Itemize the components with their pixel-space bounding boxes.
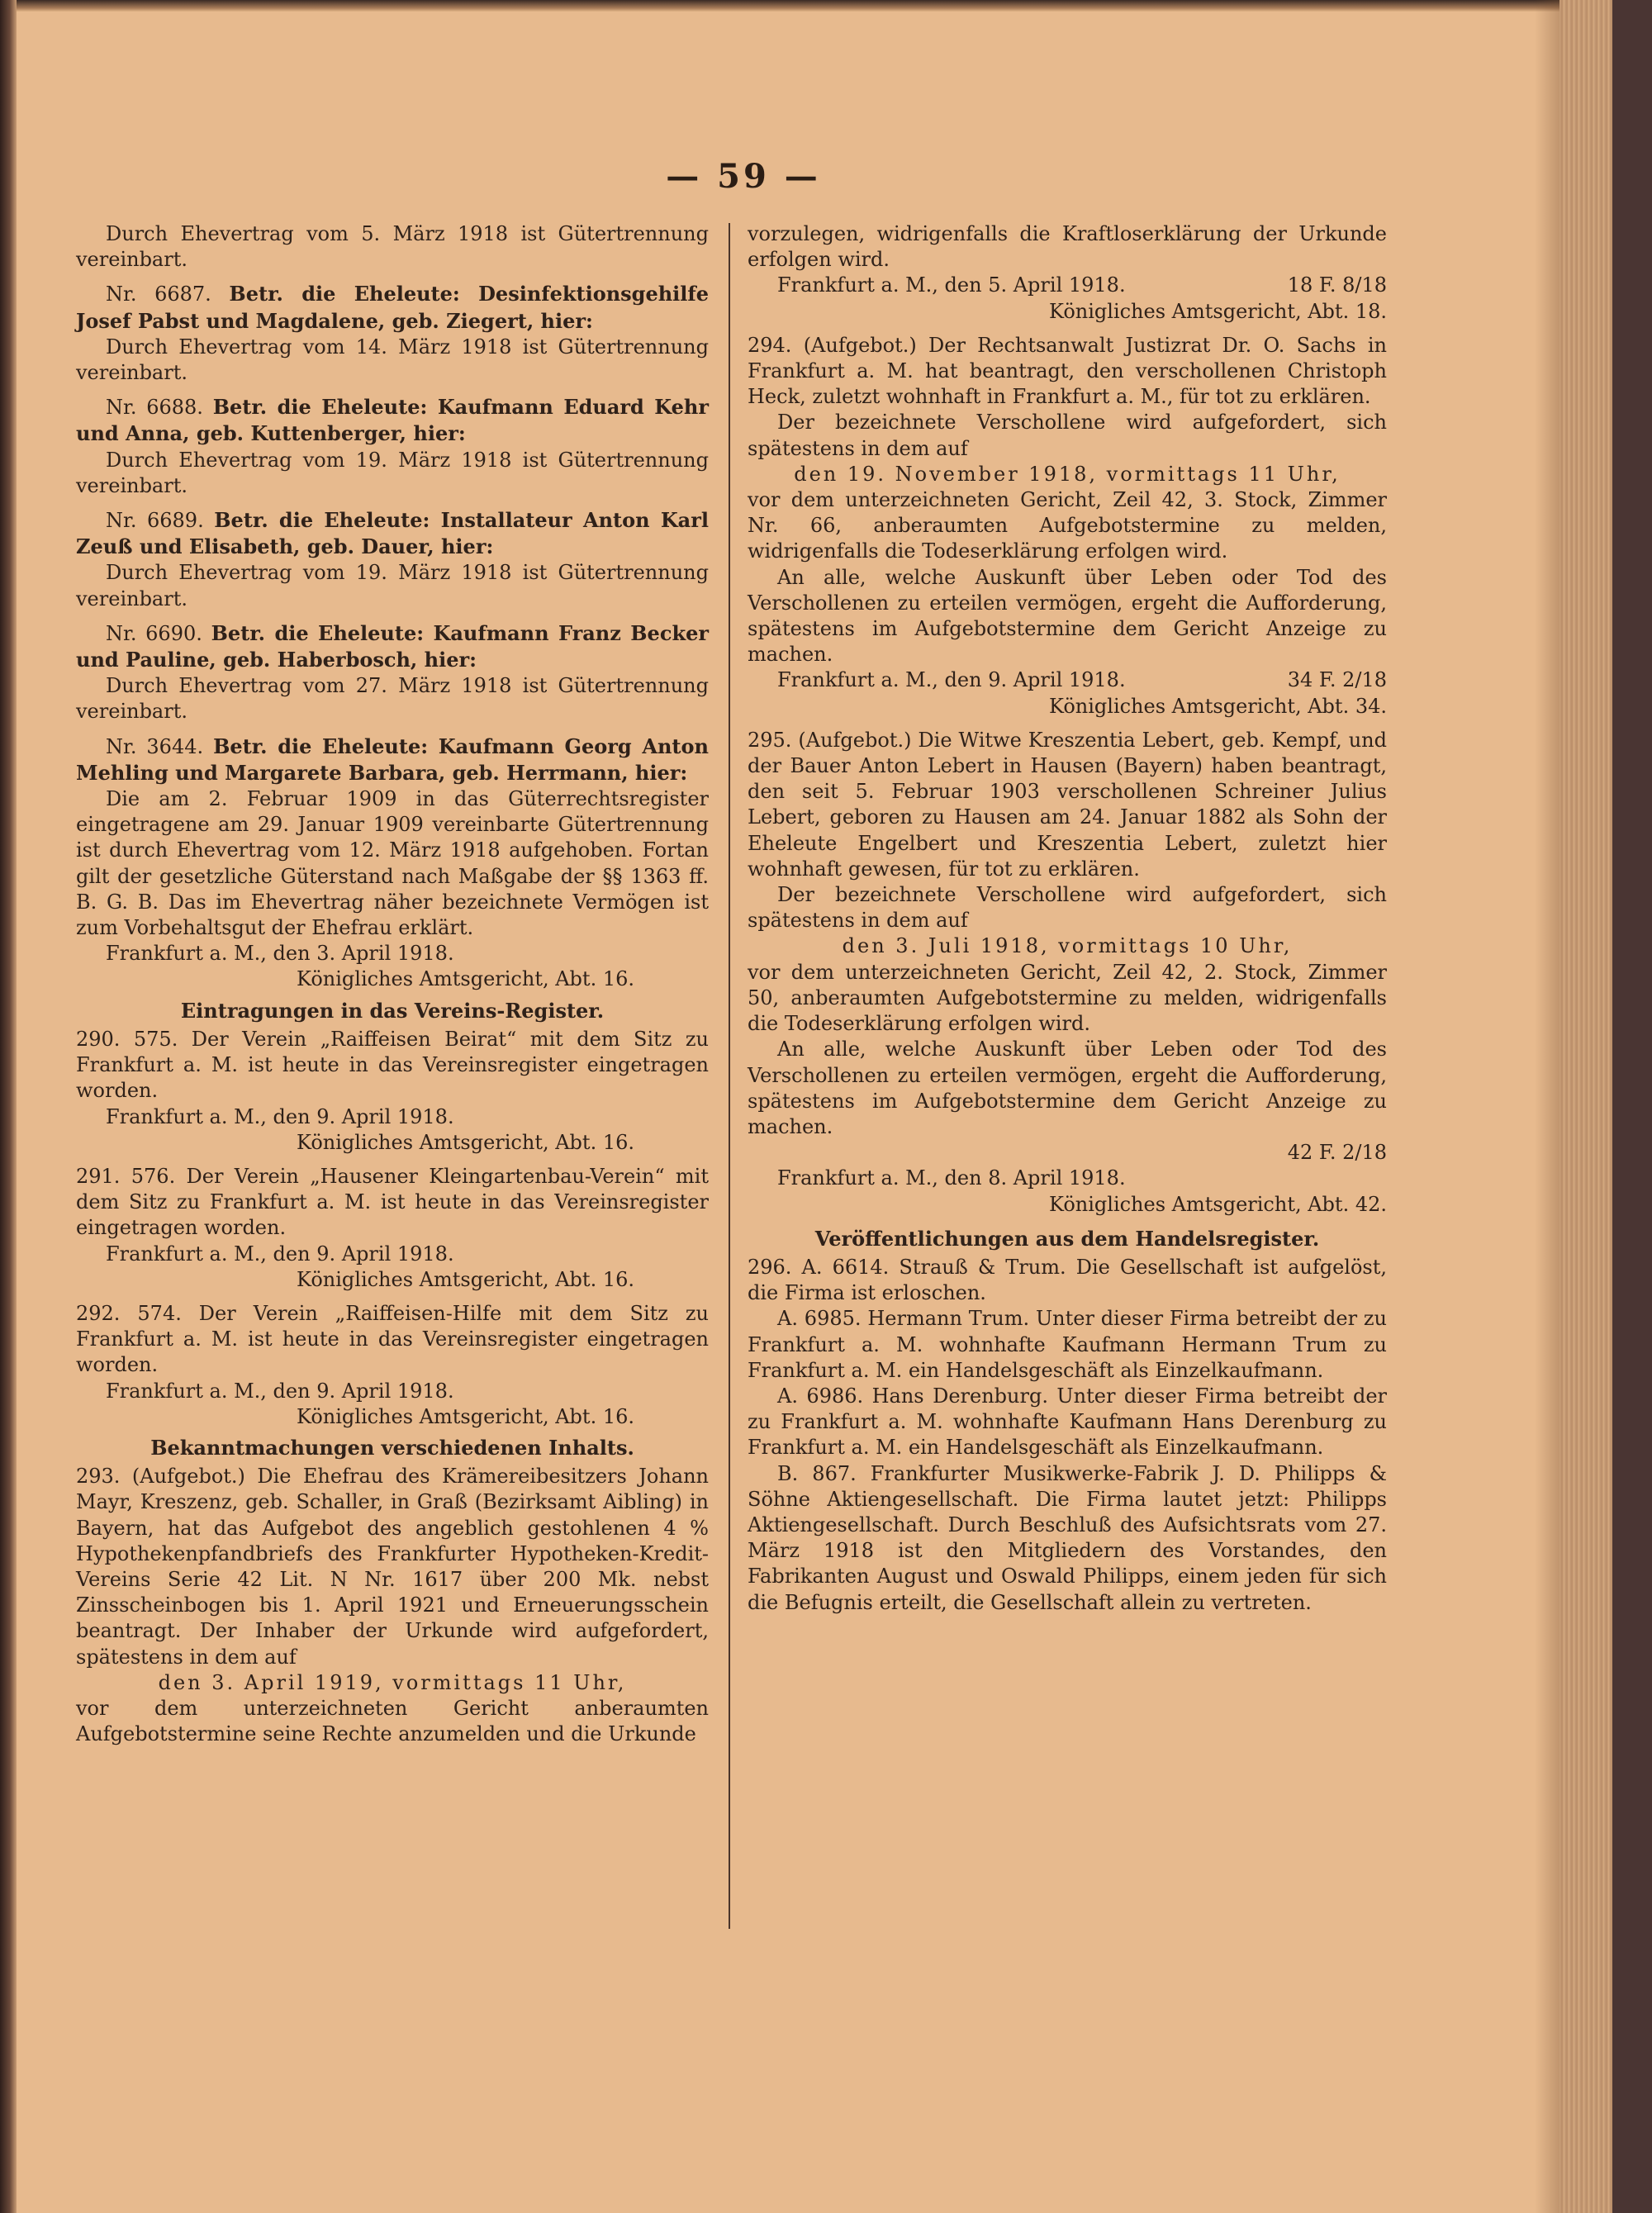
court-signature: Königliches Amtsgericht, Abt. 42. bbox=[1049, 1192, 1387, 1216]
court-signature: Königliches Amtsgericht, Abt. 16. bbox=[297, 1404, 634, 1428]
place-date: Frankfurt a. M., den 3. April 1918. bbox=[106, 942, 454, 966]
paragraph: vor dem unterzeichneten Gericht, Zeil 42, 3. Stock, Zimmer Nr. 66, anberaumten Aufgebotstermine zu melden, widrigenfalls die Todeserklärung erfolgen wird. bbox=[748, 488, 1387, 563]
paragraph: An alle, welche Auskunft über Leben oder Tod des Verschollenen zu erteilen vermögen, ergeht die Aufforderung, spätestens im Aufgebotstermine dem Gericht Anzeige zu machen. bbox=[748, 565, 1387, 667]
place-date: Frankfurt a. M., den 9. April 1918. bbox=[106, 1242, 454, 1266]
register-entry: Nr. 6688. Betr. die Eheleute: Kaufmann Eduard Kehr und Anna, geb. Kuttenberger, hier: bbox=[76, 395, 709, 446]
notice-entry: 295. (Aufgebot.) Die Witwe Kreszentia Lebert, geb. Kempf, und der Bauer Anton Lebert in Hausen (Bayern) haben beantragt, den seit 5. Februar 1903 verschollenen Schreiner Julius Lebert, geboren zu Hausen am 24. Januar 1882 als Sohn der Eheleute Engelbert und Kreszentia Lebert, zuletzt hier wohnhaft gewesen, für tot zu erklären. bbox=[748, 728, 1387, 881]
court-signature: Königliches Amtsgericht, Abt. 34. bbox=[1049, 694, 1387, 718]
hearing-date: den 3. Juli 1918, vormittags 10 Uhr, bbox=[842, 934, 1293, 958]
paragraph: Der bezeichnete Verschollene wird aufgefordert, sich spätestens in dem auf bbox=[748, 411, 1387, 460]
left-column bbox=[76, 221, 709, 1747]
paragraph: vor dem unterzeichneten Gericht anberaumten Aufgebotstermine seine Rechte anzumelden und die Urkunde bbox=[76, 1696, 709, 1746]
hearing-date: den 19. November 1918, vormittags 11 Uhr, bbox=[794, 462, 1341, 486]
paragraph: Durch Ehevertrag vom 5. März 1918 ist Gütertrennung vereinbart. bbox=[76, 222, 709, 272]
register-entry: A. 6985. Hermann Trum. Unter dieser Firma betreibt der zu Frankfurt a. M. wohnhafte Kaufmann Hermann Trum zu Frankfurt a. M. ein Handelsgeschäft als Einzelkaufmann. bbox=[748, 1307, 1387, 1382]
paragraph: Der bezeichnete Verschollene wird aufgefordert, sich spätestens in dem auf bbox=[748, 883, 1387, 933]
register-entry: Nr. 3644. Betr. die Eheleute: Kaufmann Georg Anton Mehling und Margarete Barbara, geb. Herrmann, hier: bbox=[76, 734, 709, 785]
book-spine bbox=[0, 0, 17, 2213]
register-entry: 292. 574. Der Verein „Raiffeisen-Hilfe mit dem Sitz zu Frankfurt a. M. ist heute in das Vereinsregister eingetragen worden. bbox=[76, 1301, 709, 1377]
paragraph: Durch Ehevertrag vom 19. März 1918 ist Gütertrennung vereinbart. bbox=[76, 448, 709, 497]
book-cover-edge bbox=[1612, 0, 1652, 2213]
paragraph: An alle, welche Auskunft über Leben oder Tod des Verschollenen zu erteilen vermögen, ergeht die Aufforderung, spätestens im Aufgebotstermine dem Gericht Anzeige zu machen. bbox=[748, 1038, 1387, 1138]
paragraph: vorzulegen, widrigenfalls die Kraftloserklärung der Urkunde erfolgen wird. bbox=[748, 222, 1387, 272]
page-edge-shadow bbox=[1535, 0, 1559, 2213]
register-entry: A. 6986. Hans Derenburg. Unter dieser Firma betreibt der zu Frankfurt a. M. wohnhafte Kaufmann Hans Derenburg zu Frankfurt a. M. ein Handelsgeschäft als Einzelkaufmann. bbox=[748, 1384, 1387, 1460]
page-number: — 59 — bbox=[666, 157, 821, 196]
place-date: Frankfurt a. M., den 9. April 1918. 34 F. 2/18 bbox=[777, 668, 1387, 692]
register-entry: 290. 575. Der Verein „Raiffeisen Beirat“ mit dem Sitz zu Frankfurt a. M. ist heute in das Vereinsregister eingetragen worden. bbox=[76, 1027, 709, 1103]
court-signature: Königliches Amtsgericht, Abt. 16. bbox=[297, 1267, 634, 1291]
notice-entry: 293. (Aufgebot.) Die Ehefrau des Krämereibesitzers Johann Mayr, Kreszenz, geb. Schaller, in Graß (Bezirksamt Aibling) in Bayern, hat das Aufgebot des angeblich gestohlenen 4 % Hypothekenpfandbriefs des Frankfurter Hypotheken-Kredit-Vereins Serie 42 Lit. N Nr. 1617 über 200 Mk. nebst Zinsscheinbogen bis 1. April 1921 und Erneuerungsschein beantragt. Der Inhaber der Urkunde wird aufgefordert, spätestens in dem auf bbox=[76, 1465, 709, 1669]
paragraph: Durch Ehevertrag vom 27. März 1918 ist Gütertrennung vereinbart. bbox=[76, 674, 709, 724]
section-heading: Veröffentlichungen aus dem Handelsregister. bbox=[814, 1226, 1320, 1251]
notice-entry: 294. (Aufgebot.) Der Rechtsanwalt Justizrat Dr. O. Sachs in Frankfurt a. M. hat beantragt, den verschollenen Christoph Heck, zuletzt wohnhaft in Frankfurt a. M., für tot zu erklären. bbox=[748, 333, 1387, 409]
paragraph: Durch Ehevertrag vom 14. März 1918 ist Gütertrennung vereinbart. bbox=[76, 335, 709, 385]
register-entry: Nr. 6687. Betr. die Eheleute: Desinfektionsgehilfe Josef Pabst und Magdalene, geb. Ziegert, hier: bbox=[76, 282, 709, 333]
place-date: Frankfurt a. M., den 5. April 1918. 18 F. 8/18 bbox=[777, 273, 1387, 297]
paragraph: vor dem unterzeichneten Gericht, Zeil 42, 2. Stock, Zimmer 50, anberaumten Aufgebotstermine zu melden, widrigenfalls die Todeserklärung erfolgen wird. bbox=[748, 960, 1387, 1036]
paragraph: Durch Ehevertrag vom 19. März 1918 ist Gütertrennung vereinbart. bbox=[76, 561, 709, 610]
hearing-date: den 3. April 1919, vormittags 11 Uhr, bbox=[158, 1670, 627, 1694]
register-entry: 296. A. 6614. Strauß & Trum. Die Gesellschaft ist aufgelöst, die Firma ist erloschen. bbox=[748, 1255, 1387, 1305]
right-column bbox=[748, 221, 1387, 1616]
place-date: Frankfurt a. M., den 8. April 1918. bbox=[777, 1166, 1126, 1190]
court-signature: Königliches Amtsgericht, Abt. 18. bbox=[1049, 299, 1387, 323]
top-page-edge bbox=[0, 0, 1652, 12]
place-date: Frankfurt a. M., den 9. April 1918. bbox=[106, 1379, 454, 1403]
register-entry: 291. 576. Der Verein „Hausener Kleingartenbau-Verein“ mit dem Sitz zu Frankfurt a. M. ist heute in das Vereinsregister eingetragen worden. bbox=[76, 1164, 709, 1240]
case-reference: 42 F. 2/18 bbox=[1287, 1141, 1387, 1165]
place-date: Frankfurt a. M., den 9. April 1918. bbox=[106, 1104, 454, 1128]
section-heading: Bekanntmachungen verschiedenen Inhalts. bbox=[150, 1435, 634, 1460]
section-heading: Eintragungen in das Vereins-Register. bbox=[180, 998, 605, 1023]
paragraph: Die am 2. Februar 1909 in das Güterrechtsregister eingetragene am 29. Januar 1909 vereinbarte Gütertrennung ist durch Ehevertrag vom 12. März 1918 aufgehoben. Fortan gilt der gesetzliche Güterstand nach Maßgabe der §§ 1363 ff. B. G. B. Das im Ehevertrag näher bezeichnete Vermögen ist zum Vorbehaltsgut der Ehefrau erklärt. bbox=[76, 787, 709, 940]
column-divider bbox=[729, 223, 730, 1929]
register-entry: Nr. 6690. Betr. die Eheleute: Kaufmann Franz Becker und Pauline, geb. Haberbosch, hier: bbox=[76, 620, 709, 672]
court-signature: Königliches Amtsgericht, Abt. 16. bbox=[297, 967, 634, 991]
register-entry: Nr. 6689. Betr. die Eheleute: Installateur Anton Karl Zeuß und Elisabeth, geb. Dauer, hier: bbox=[76, 508, 709, 559]
register-entry: B. 867. Frankfurter Musikwerke-Fabrik J. D. Philipps & Söhne Aktiengesellschaft. Die Firma lautet jetzt: Philipps Aktiengesellschaft. Durch Beschluß des Aufsichtsrats vom 27. März 1918 ist den Mitgliedern des Vorstandes, den Fabrikanten August und Oswald Philipps, einem jeden für sich die Befugnis erteilt, die Gesellschaft allein zu vertreten. bbox=[748, 1461, 1387, 1614]
court-signature: Königliches Amtsgericht, Abt. 16. bbox=[297, 1130, 634, 1154]
